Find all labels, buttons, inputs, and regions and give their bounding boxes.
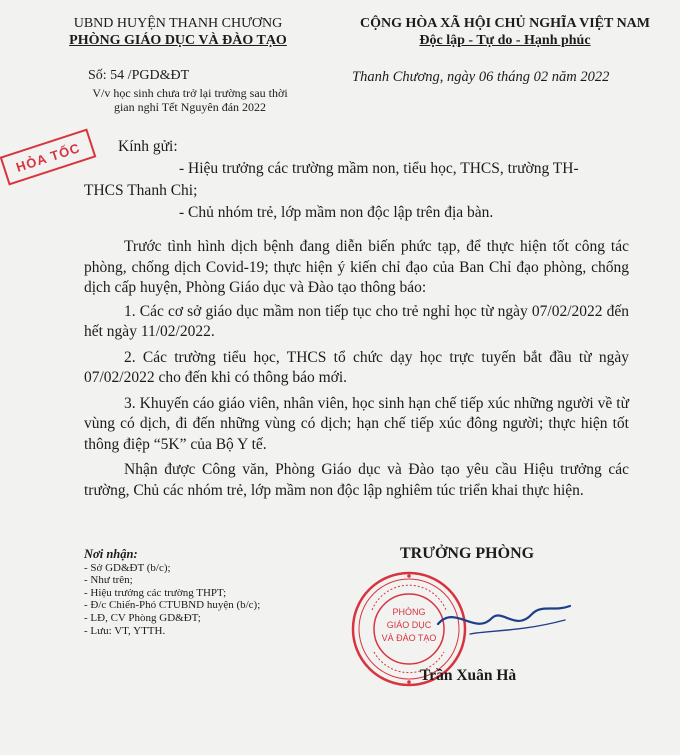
subject-line-1: V/v học sinh chưa trở lại trường sau thời — [92, 86, 288, 100]
handwritten-signature — [430, 590, 580, 660]
national-motto: Độc lập - Tự do - Hạnh phúc — [419, 33, 591, 48]
nation-title: CỘNG HÒA XÃ HỘI CHỦ NGHĨA VIỆT NAM — [359, 16, 650, 31]
recipient-item: - Hiệu trưởng các trường THPT; — [84, 586, 227, 599]
greeting: Kính gửi: — [118, 138, 178, 155]
addressee-line-3: - Chủ nhóm trẻ, lớp mầm non độc lập trên địa bàn. — [179, 204, 494, 221]
department-name: PHÒNG GIÁO DỤC VÀ ĐÀO TẠO — [69, 33, 287, 48]
header-right — [330, 15, 680, 49]
intro-paragraph: Trước tình hình dịch bệnh đang diễn biến phức tạp, để thực hiện tốt công tác phòng, chống dịch Covid-19; thực hiện ý kiến chỉ đạo của Ban Chỉ đạo phòng, chống dịch cấp huyện, Phòng Giáo dục và Đào tạo thông báo: — [84, 238, 629, 296]
item-3: 3. Khuyến cáo giáo viên, nhân viên, học sinh hạn chế tiếp xúc những người về từ vùng có dịch, đi đến những vùng có dịch; hạn chế tiếp xúc đông người; thực hiện tốt thông điệp “5K” của Bộ Y tế. — [84, 394, 629, 453]
recipient-item: - Đ/c Chiến-Phó CTUBND huyện (b/c); — [84, 599, 261, 612]
document-body — [84, 237, 629, 501]
urgent-stamp-text: HỎA TỐC — [14, 139, 82, 175]
signer-name: Trần Xuân Hà — [420, 667, 517, 684]
recipient-item: - Như trên; — [84, 574, 133, 587]
recipients-title: Nơi nhận: — [84, 547, 138, 561]
recipient-item: - Sở GD&ĐT (b/c); — [84, 561, 171, 574]
item-2: 2. Các trường tiểu học, THCS tổ chức dạy học trực tuyến bắt đầu từ ngày 07/02/2022 cho đến khi có thông báo mới. — [84, 348, 629, 386]
subject — [56, 86, 324, 114]
authority-name: UBND HUYỆN THANH CHƯƠNG — [73, 16, 283, 31]
signer-title: TRƯỞNG PHÒNG — [400, 545, 535, 562]
recipients — [84, 548, 344, 637]
addressee-line-1: - Hiệu trưởng các trường mầm non, tiểu học, THCS, trường TH- — [179, 160, 579, 177]
seal-line-2: GIÁO DỤC — [386, 620, 432, 630]
urgent-stamp — [0, 129, 96, 186]
seal-line-1: PHÒNG — [392, 607, 426, 617]
header-left — [48, 15, 308, 49]
document-number: Số: 54 /PGD&ĐT — [88, 68, 190, 83]
seal-line-3: VÀ ĐÀO TẠO — [381, 633, 437, 643]
item-1: 1. Các cơ sở giáo dục mầm non tiếp tục cho trẻ nghỉ học từ ngày 07/02/2022 đến hết ngày 11/02/2022. — [84, 302, 629, 340]
closing-paragraph: Nhận được Công văn, Phòng Giáo dục và Đào tạo yêu cầu Hiệu trưởng các trường, Chủ các nhóm trẻ, lớp mầm non độc lập nghiêm túc triển khai thực hiện. — [84, 461, 629, 499]
addressee-line-2: THCS Thanh Chi; — [84, 182, 198, 199]
recipient-item: - LĐ, CV Phòng GD&ĐT; — [84, 611, 201, 624]
recipient-item: - Lưu: VT, YTTH. — [84, 624, 166, 637]
subject-line-2: gian nghỉ Tết Nguyên đán 2022 — [113, 100, 267, 114]
place-date: Thanh Chương, ngày 06 tháng 02 năm 2022 — [352, 69, 610, 85]
